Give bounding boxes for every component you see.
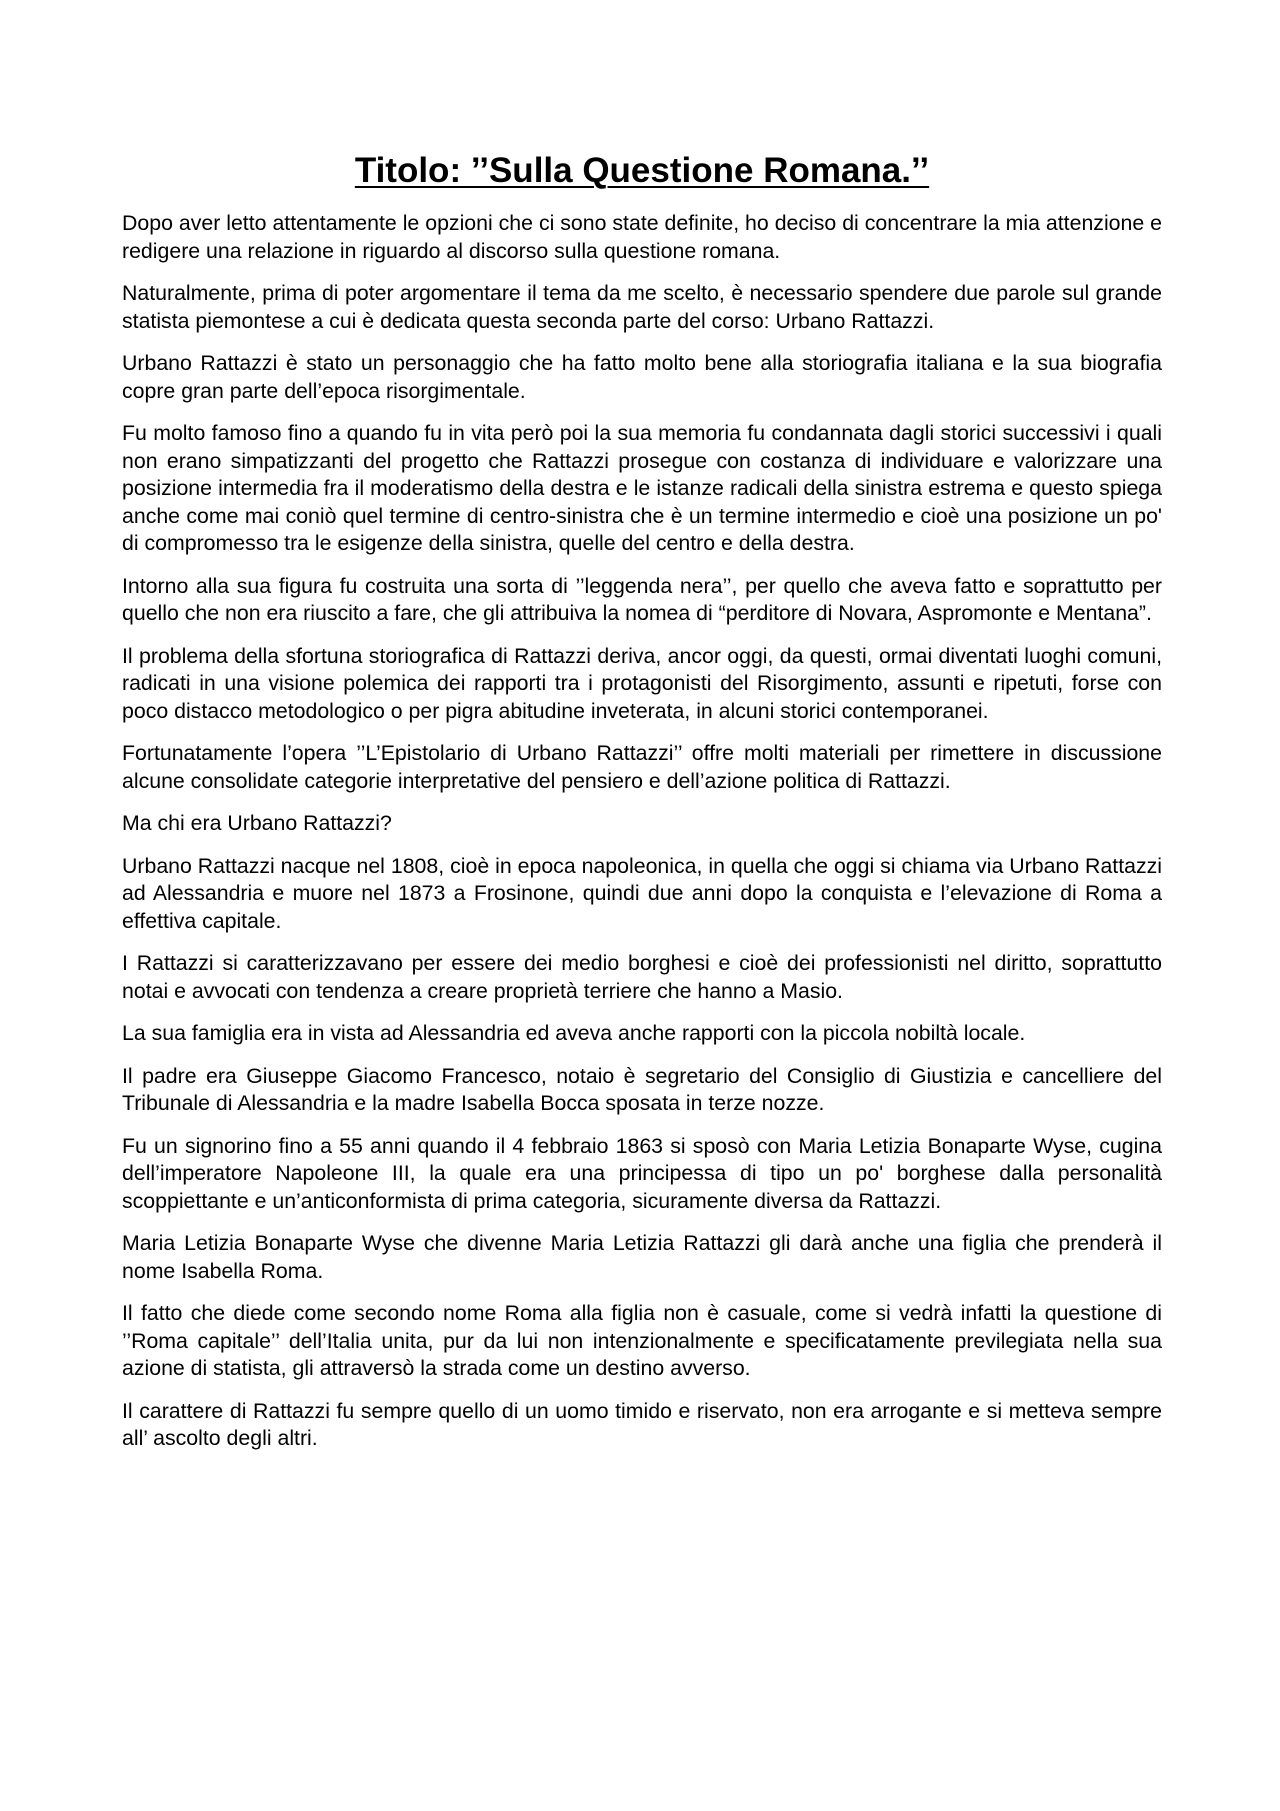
- paragraph-matrimonio: Fu un signorino fino a 55 anni quando il 4 febbraio 1863 si sposò con Maria Letizia Bonaparte Wyse, cugina dell’imperatore Napoleone III, la quale era una principessa di tipo un po' borghese dalla personalità scoppiettante e un’anticonformista di prima categoria, sicuramente diversa da Rattazzi.: [122, 1133, 1162, 1213]
- document-title: Titolo: ’’Sulla Questione Romana.’’: [354, 151, 930, 190]
- paragraph-famiglia-borghese: I Rattazzi si caratterizzavano per essere dei medio borghesi e cioè dei professionisti nel diritto, soprattutto notai e avvocati con tendenza a creare proprietà terriere che hanno a Masio.: [122, 951, 1162, 1003]
- paragraph-nascita: Urbano Rattazzi nacque nel 1808, cioè in epoca napoleonica, in quella che oggi si chiama via Urbano Rattazzi ad Alessandria e muore nel 1873 a Frosinone, quindi due anni dopo la conquista e l’elevazione di Roma a effettiva capitale.: [122, 853, 1162, 933]
- paragraph-epistolario: Fortunatamente l’opera ’’L’Epistolario di Urbano Rattazzi’’ offre molti materiali per rimettere in discussione alcune consolidate categorie interpretative del pensiero e dell’azione politica di Rattazzi.: [122, 741, 1162, 793]
- document-page: [122, 150, 1162, 1468]
- paragraph-statista: Naturalmente, prima di poter argomentare il tema da me scelto, è necessario spendere due parole sul grande statista piemontese a cui è dedicata questa seconda parte del corso: Urbano Rattazzi.: [122, 281, 1162, 333]
- paragraph-figlia: Maria Letizia Bonaparte Wyse che divenne Maria Letizia Rattazzi gli darà anche una figlia che prenderà il nome Isabella Roma.: [122, 1231, 1162, 1283]
- paragraph-carattere: Il carattere di Rattazzi fu sempre quello di un uomo timido e riservato, non era arrogante e si metteva sempre all’ ascolto degli altri.: [122, 1398, 1162, 1450]
- paragraph-roma-capitale: Il fatto che diede come secondo nome Roma alla figlia non è casuale, come si vedrà infatti la questione di ’’Roma capitale’’ dell’Italia unita, pur da lui non intenzionalmente e specificatamente previlegiata nella sua azione di statista, gli attraversò la strada come un destino avverso.: [122, 1301, 1162, 1380]
- paragraph-memoria: Fu molto famoso fino a quando fu in vita però poi la sua memoria fu condannata dagli storici successivi i quali non erano simpatizzanti del progetto che Rattazzi prosegue con costanza di individuare e valorizzare una posizione intermedia fra il moderatismo della destra e le istanze radicali della sinistra estrema e questo spiega anche come mai coniò quel termine di centro-sinistra che è un termine intermedio e cioè una posizione un po' di compromesso tra le esigenze della sinistra, quelle del centro e della destra.: [122, 421, 1162, 555]
- paragraph-famiglia-alessandria: La sua famiglia era in vista ad Alessandria ed aveva anche rapporti con la piccola nobiltà locale.: [122, 1021, 1026, 1045]
- paragraph-personaggio: Urbano Rattazzi è stato un personaggio che ha fatto molto bene alla storiografia italiana e la sua biografia copre gran parte dell’epoca risorgimentale.: [122, 351, 1162, 403]
- paragraph-intro: Dopo aver letto attentamente le opzioni che ci sono state definite, ho deciso di concentrare la mia attenzione e redigere una relazione in riguardo al discorso sulla questione romana.: [122, 211, 1162, 263]
- paragraph-leggenda-nera: Intorno alla sua figura fu costruita una sorta di ’’leggenda nera’’, per quello che aveva fatto e soprattutto per quello che non era riuscito a fare, che gli attribuiva la nomea di “perditore di Novara, Aspromonte e Mentana”.: [122, 573, 1162, 625]
- paragraph-domanda: Ma chi era Urbano Rattazzi?: [122, 811, 392, 835]
- paragraph-sfortuna: Il problema della sfortuna storiografica di Rattazzi deriva, ancor oggi, da questi, ormai diventati luoghi comuni, radicati in una visione polemica dei rapporti tra i protagonisti del Risorgimento, assunti e ripetuti, forse con poco distacco metodologico o per pigra abitudine inveterata, in alcuni storici contemporanei.: [122, 643, 1162, 723]
- paragraph-genitori: Il padre era Giuseppe Giacomo Francesco, notaio è segretario del Consiglio di Giustizia e cancelliere del Tribunale di Alessandria e la madre Isabella Bocca sposata in terze nozze.: [122, 1063, 1162, 1115]
